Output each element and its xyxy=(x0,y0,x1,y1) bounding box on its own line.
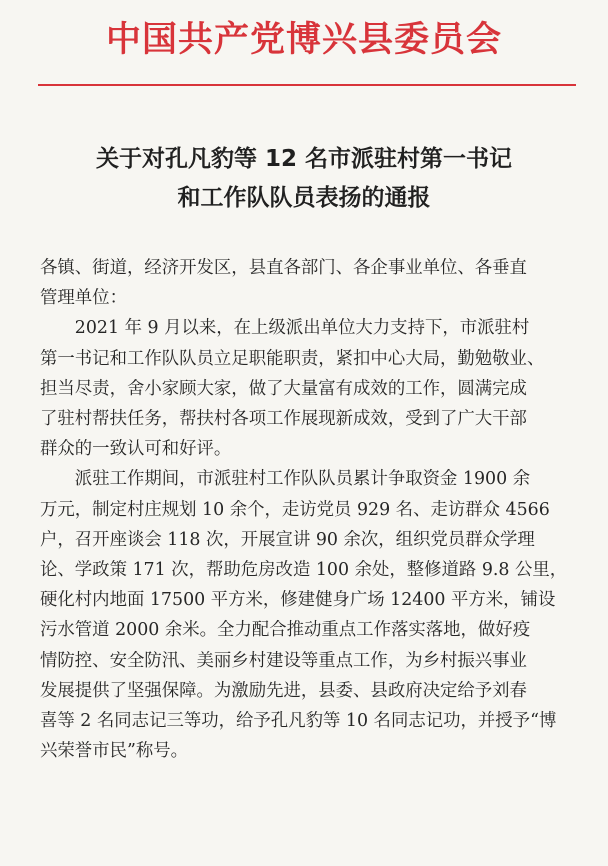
paragraph-line: 担当尽责，舍小家顾大家，做了大量富有成效的工作，圆满完成 xyxy=(40,378,527,399)
paragraph-line: 群众的一致认可和好评。 xyxy=(40,439,232,460)
title-line-2: 和工作队队员表扬的通报 xyxy=(177,185,431,211)
paragraph-line: 2021 年 9 月以来，在上级派出单位大力支持下，市派驻村 xyxy=(74,318,530,339)
paragraph-line: 污水管道 2000 余米。全力配合推动重点工作落实落地，做好疫 xyxy=(40,620,531,641)
salutation-line-1: 各镇、街道，经济开发区，县直各部门、各企事业单位、各垂直 xyxy=(40,258,527,278)
document-title xyxy=(0,140,608,218)
paragraph-line: 户，召开座谈会 118 次，开展宣讲 90 余次，组织党员群众学理 xyxy=(40,529,535,550)
paragraph-line: 兴荣誉市民”称号。 xyxy=(40,741,189,762)
paragraph-line: 喜等 2 名同志记三等功，给予孔凡豹等 10 名同志记功，并授予“博 xyxy=(40,711,557,732)
paragraph-2 xyxy=(40,464,575,766)
paragraph-line: 发展提供了坚强保障。为激励先进，县委、县政府决定给予刘春 xyxy=(40,680,527,701)
paragraph-line: 第一书记和工作队队员立足职能职责，紧扣中心大局，勤勉敬业、 xyxy=(40,348,545,369)
paragraph-line: 了驻村帮扶任务，帮扶村各项工作展现新成效，受到了广大干部 xyxy=(40,409,527,430)
masthead-divider xyxy=(38,84,576,86)
document-body xyxy=(40,253,575,766)
paragraph-line: 硬化村内地面 17500 平方米，修建健身广场 12400 平方米，铺设 xyxy=(40,590,556,611)
red-masthead: 中国共产党博兴县委员会 xyxy=(105,19,502,60)
paragraph-line: 派驻工作期间，市派驻村工作队队员累计争取资金 1900 余 xyxy=(74,469,531,490)
title-line-1: 关于对孔凡豹等 12 名市派驻村第一书记 xyxy=(95,146,513,172)
paragraph-1 xyxy=(40,313,575,464)
salutation xyxy=(40,253,575,313)
paragraph-line: 情防控、安全防汛、美丽乡村建设等重点工作，为乡村振兴事业 xyxy=(40,650,527,671)
paragraph-line: 论、学政策 171 次，帮助危房改造 100 余处，整修道路 9.8 公里， xyxy=(40,560,568,581)
salutation-line-2: 管理单位： xyxy=(40,288,127,309)
paragraph-line: 万元，制定村庄规划 10 余个，走访党员 929 名、走访群众 4566 xyxy=(40,499,550,520)
